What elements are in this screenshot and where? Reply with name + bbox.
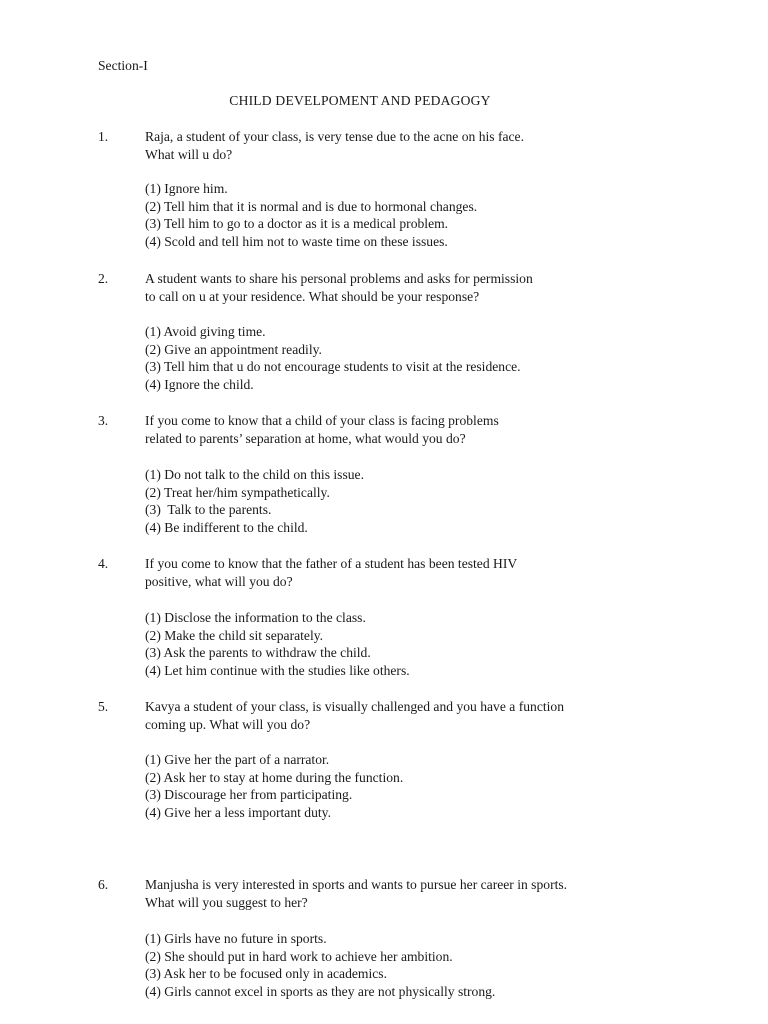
question-text: [145, 698, 685, 733]
option-list: [145, 609, 665, 679]
question-line: Kavya a student of your class, is visually challenged and you have a function: [145, 699, 565, 714]
option-3: (3) Tell him to go to a doctor as it is a medical problem.: [145, 216, 449, 231]
question-line: Manjusha is very interested in sports and wants to pursue her career in sports.: [145, 877, 568, 892]
question-line: What will u do?: [145, 146, 233, 162]
option-3: (3) Talk to the parents.: [145, 502, 272, 517]
question-number: 4.: [98, 556, 109, 571]
question-line: A student wants to share his personal problems and asks for permission: [145, 271, 533, 286]
option-4: (4) Girls cannot excel in sports as they are not physically strong.: [145, 983, 496, 999]
question-line: positive, what will you do?: [145, 573, 293, 589]
question-number: 1.: [98, 129, 109, 144]
option-1: (1) Give her the part of a narrator.: [145, 752, 330, 767]
question-line: If you come to know that the father of a student has been tested HIV: [145, 556, 518, 571]
option-2: (2) Tell him that it is normal and is due to hormonal changes.: [145, 198, 478, 214]
option-list: [145, 323, 665, 393]
question-text: [145, 555, 685, 590]
option-3: (3) Ask her to be focused only in academics.: [145, 966, 387, 981]
option-2: (2) Ask her to stay at home during the function.: [145, 769, 404, 785]
question-line: coming up. What will you do?: [145, 716, 311, 732]
option-1: (1) Girls have no future in sports.: [145, 931, 327, 946]
option-list: [145, 466, 665, 536]
option-1: (1) Ignore him.: [145, 181, 228, 196]
option-1: (1) Disclose the information to the class.: [145, 610, 366, 625]
question-line: to call on u at your residence. What should be your response?: [145, 288, 480, 304]
option-2: (2) Treat her/him sympathetically.: [145, 484, 330, 500]
option-1: (1) Avoid giving time.: [145, 324, 266, 339]
question-line: related to parents’ separation at home, what would you do?: [145, 430, 466, 446]
question-number: 2.: [98, 271, 109, 286]
option-2: (2) Give an appointment readily.: [145, 341, 322, 357]
question-line: What will you suggest to her?: [145, 894, 308, 910]
question-text: [145, 270, 685, 305]
option-list: [145, 751, 665, 821]
option-4: (4) Be indifferent to the child.: [145, 519, 308, 535]
document-title: CHILD DEVELPOMENT AND PEDAGOGY: [229, 93, 491, 108]
option-2: (2) Make the child sit separately.: [145, 627, 324, 643]
question-line: Raja, a student of your class, is very tense due to the acne on his face.: [145, 129, 524, 144]
question-number: 3.: [98, 413, 109, 428]
option-1: (1) Do not talk to the child on this issue.: [145, 467, 364, 482]
option-list: [145, 930, 665, 1000]
option-3: (3) Ask the parents to withdraw the child.: [145, 645, 371, 660]
option-4: (4) Ignore the child.: [145, 376, 254, 392]
option-3: (3) Discourage her from participating.: [145, 787, 353, 802]
question-number: 5.: [98, 699, 109, 714]
question-number: 6.: [98, 877, 109, 892]
question-text: [145, 876, 685, 911]
option-3: (3) Tell him that u do not encourage students to visit at the residence.: [145, 359, 521, 374]
option-4: (4) Scold and tell him not to waste time on these issues.: [145, 233, 448, 249]
option-list: [145, 180, 665, 250]
option-4: (4) Give her a less important duty.: [145, 804, 331, 820]
option-4: (4) Let him continue with the studies like others.: [145, 662, 410, 678]
question-text: [145, 412, 685, 447]
question-line: If you come to know that a child of your class is facing problems: [145, 413, 499, 428]
option-2: (2) She should put in hard work to achieve her ambition.: [145, 948, 453, 964]
question-text: [145, 128, 685, 163]
section-label: Section-I: [98, 58, 148, 73]
